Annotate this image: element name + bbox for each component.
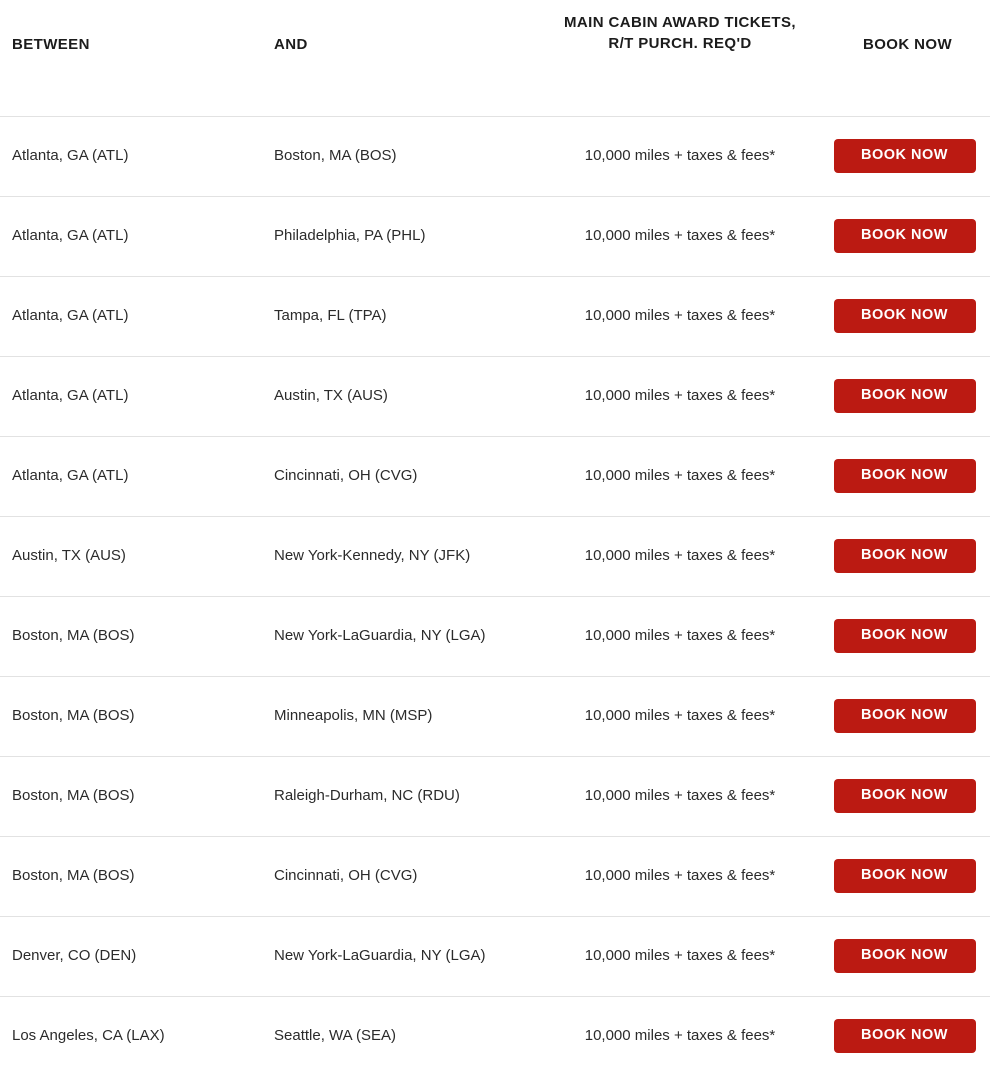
cell-book-now [825, 836, 990, 916]
column-header-award-tickets [535, 0, 825, 116]
cell-award-price: 10,000 miles + taxes & fees* [584, 466, 776, 484]
book-now-button[interactable]: BOOK NOW [834, 459, 976, 493]
table-row [0, 516, 990, 596]
cell-destination: New York-LaGuardia, NY (LGA) [274, 946, 486, 964]
cell-destination: Raleigh-Durham, NC (RDU) [274, 786, 460, 804]
cell-origin: Los Angeles, CA (LAX) [12, 1027, 165, 1044]
book-now-button[interactable]: BOOK NOW [834, 539, 976, 573]
cell-destination: Austin, TX (AUS) [274, 386, 388, 404]
cell-destination: Cincinnati, OH (CVG) [274, 866, 418, 884]
table-row [0, 596, 990, 676]
cell-book-now [825, 196, 990, 276]
table-row [0, 836, 990, 916]
cell-destination: Seattle, WA (SEA) [274, 1027, 396, 1044]
cell-award-price: 10,000 miles + taxes & fees* [584, 306, 776, 324]
cell-origin: Atlanta, GA (ATL) [12, 226, 129, 244]
cell-award-price: 10,000 miles + taxes & fees* [584, 546, 776, 564]
cell-book-now [825, 436, 990, 516]
cell-award-price: 10,000 miles + taxes & fees* [584, 386, 776, 404]
table-row [0, 676, 990, 756]
book-now-button[interactable]: BOOK NOW [834, 1019, 976, 1053]
table-row [0, 756, 990, 836]
cell-book-now [825, 116, 990, 196]
cell-origin: Boston, MA (BOS) [12, 866, 135, 884]
cell-book-now [825, 996, 990, 1076]
cell-book-now [825, 756, 990, 836]
cell-origin: Denver, CO (DEN) [12, 946, 137, 964]
table-row [0, 356, 990, 436]
cell-award-price: 10,000 miles + taxes & fees* [584, 786, 776, 804]
cell-origin: Atlanta, GA (ATL) [12, 306, 129, 324]
table-header [0, 0, 990, 116]
cell-award-price: 10,000 miles + taxes & fees* [584, 706, 776, 724]
cell-origin: Atlanta, GA (ATL) [12, 386, 129, 404]
cell-book-now [825, 596, 990, 676]
cell-origin: Boston, MA (BOS) [12, 706, 135, 724]
cell-origin: Atlanta, GA (ATL) [12, 466, 129, 484]
book-now-button[interactable]: BOOK NOW [834, 699, 976, 733]
cell-destination: New York-Kennedy, NY (JFK) [274, 546, 471, 564]
cell-destination: Boston, MA (BOS) [274, 146, 397, 164]
book-now-button[interactable]: BOOK NOW [834, 779, 976, 813]
table-row [0, 436, 990, 516]
column-header-award-tickets-line1: MAIN CABIN AWARD TICKETS, [564, 14, 796, 31]
book-now-button[interactable]: BOOK NOW [834, 219, 976, 253]
cell-destination: Tampa, FL (TPA) [274, 306, 387, 324]
book-now-button[interactable]: BOOK NOW [834, 939, 976, 973]
table-row [0, 996, 990, 1076]
table-row [0, 116, 990, 196]
book-now-button[interactable]: BOOK NOW [834, 859, 976, 893]
cell-origin: Boston, MA (BOS) [12, 786, 135, 804]
cell-book-now [825, 516, 990, 596]
cell-award-price: 10,000 miles + taxes & fees* [584, 146, 776, 164]
cell-book-now [825, 356, 990, 436]
book-now-button[interactable]: BOOK NOW [834, 379, 976, 413]
cell-destination: Cincinnati, OH (CVG) [274, 466, 418, 484]
cell-destination: Philadelphia, PA (PHL) [274, 226, 426, 244]
cell-award-price: 10,000 miles + taxes & fees* [584, 866, 776, 884]
cell-award-price: 10,000 miles + taxes & fees* [584, 226, 776, 244]
cell-book-now [825, 916, 990, 996]
table-row [0, 916, 990, 996]
cell-award-price: 10,000 miles + taxes & fees* [584, 1027, 776, 1044]
table-row [0, 276, 990, 356]
book-now-button[interactable]: BOOK NOW [834, 139, 976, 173]
cell-book-now [825, 276, 990, 356]
column-header-and: AND [260, 0, 535, 116]
column-header-award-tickets-line2: R/T PURCH. REQ'D [608, 35, 752, 53]
cell-destination: Minneapolis, MN (MSP) [274, 706, 433, 724]
cell-origin: Boston, MA (BOS) [12, 626, 135, 644]
column-header-book-now: BOOK NOW [825, 0, 990, 116]
table-header-row [0, 0, 990, 116]
cell-award-price: 10,000 miles + taxes & fees* [584, 946, 776, 964]
cell-origin: Atlanta, GA (ATL) [12, 146, 129, 164]
cell-award-price: 10,000 miles + taxes & fees* [584, 626, 776, 644]
table-row [0, 196, 990, 276]
table-body [0, 116, 990, 1076]
cell-destination: New York-LaGuardia, NY (LGA) [274, 626, 486, 644]
cell-book-now [825, 676, 990, 756]
book-now-button[interactable]: BOOK NOW [834, 299, 976, 333]
cell-origin: Austin, TX (AUS) [12, 546, 126, 564]
column-header-between: BETWEEN [0, 0, 260, 116]
book-now-button[interactable]: BOOK NOW [834, 619, 976, 653]
